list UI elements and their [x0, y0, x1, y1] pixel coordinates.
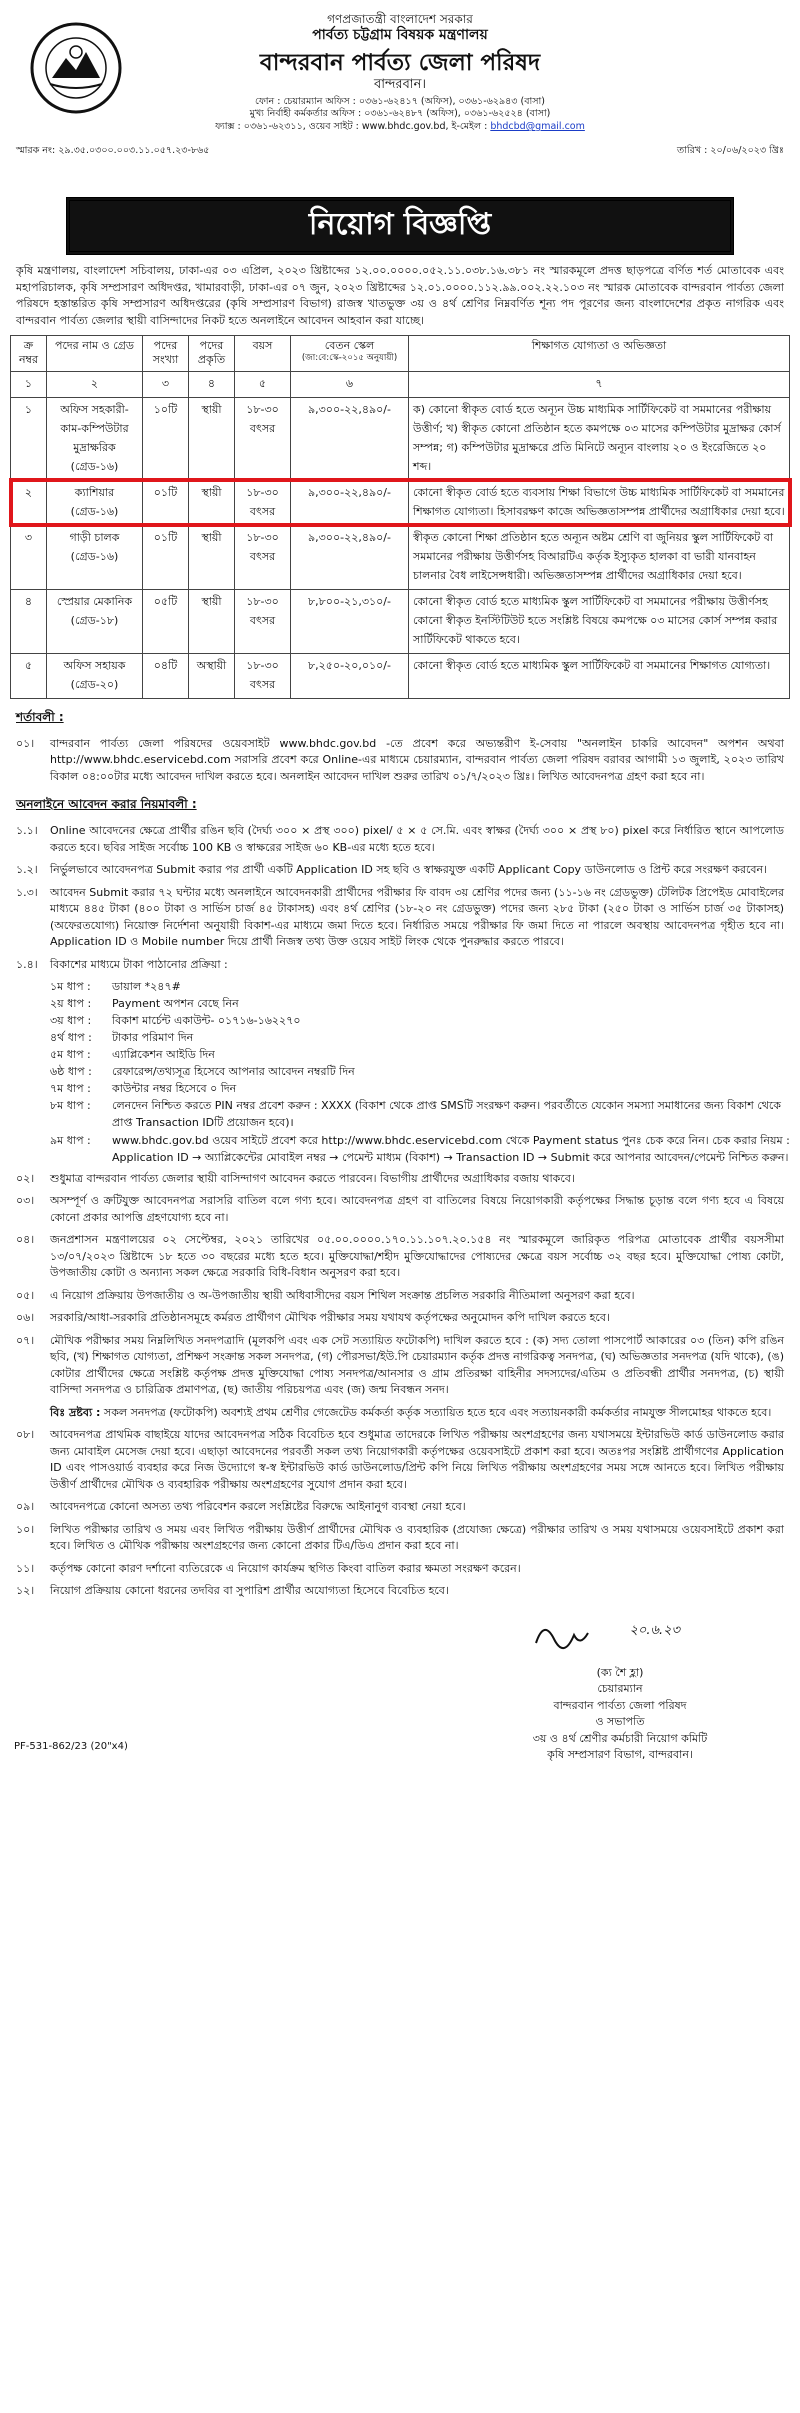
column-number-row: [11, 371, 790, 397]
col-header: ক্র নম্বর: [11, 336, 47, 372]
post-nature: স্থায়ী: [189, 480, 235, 525]
col-number: ৫: [235, 371, 291, 397]
step-label: ৩য় ধাপ :: [50, 1014, 92, 1028]
age-limit: ১৮-৩০ বৎসর: [235, 480, 291, 525]
memo-number: স্মারক নং: ২৯.৩৫.০৩০০.০০৩.১১.০৫৭.২৩-৮৬৫: [16, 144, 210, 156]
scale-note: (জা:বে:স্কে-২০১৫ অনুযায়ী): [301, 353, 398, 364]
condition-text: বান্দরবান পার্বত্য জেলা পরিষদের ওয়েবসাইট www.bhdc.gov.bd -তে প্রবেশ করে অভ্যন্তরীণ ই-সেবায় "অনলাইন চাকরি আবেদন" অপশন অথবা http://www.bhdc.eservicebd.com সরাসরি প্রবেশ করে Online-এর মাধ্যমে চেয়ারম্যান, বান্দরবান পার্বত্য জেলা পরিষদ বরাবর আগামী ১৩ জুলাই, ২০২৩ তারিখ বিকাল ০৪:০০টার মধ্যে আবেদন দাখিল করতে হবে। অনলাইন আবেদন দাখিল শুরুর তারিখ ০১/৭/২০২৩ খ্রিঃ। লিখিত আবেদনপত্র গ্রহণ করা হবে না।: [50, 736, 784, 783]
step-value: www.bhdc.gov.bd ওয়েব সাইটে প্রবেশ করে http://www.bhdc.eservicebd.com থেকে Payment status পুনঃ চেক করে নিন। চেক করার নিয়ম : Application ID → অ্যাপ্লিকেন্টের মোবাইল নম্বর → পেমেন্ট মাধ্যম (বিকাশ) → Transaction ID → Submit করে আপনার আবেদন/পেমেন্ট নিশ্চিত করুন।: [112, 1133, 790, 1164]
col-number: ৭: [409, 371, 790, 397]
signer-title: ও সভাপতি: [595, 1715, 645, 1729]
col-header: বয়স: [235, 336, 291, 372]
memo-row: [10, 144, 790, 159]
signer-title: ৩য় ও ৪র্থ শ্রেণীর কর্মচারী নিয়োগ কমিটি: [532, 1731, 708, 1745]
step-item: [50, 1080, 790, 1097]
post-count: ০১টি: [143, 525, 189, 589]
pay-scale: ৯,৩০০-২২,৪৯০/-: [291, 480, 409, 525]
condition-number: ০৯।: [16, 1500, 35, 1514]
condition-number: ০৬।: [16, 1311, 35, 1325]
pay-scale: ৯,৩০০-২২,৪৯০/-: [291, 525, 409, 589]
rule-text: নির্ভুলভাবে আবেদনপত্র Submit করার পর প্রার্থী একটি Application ID সহ ছবি ও স্বাক্ষরযুক্ত একটি Applicant Copy ডাউনলোড ও প্রিন্ট করে সংরক্ষণ করবেন।: [50, 863, 768, 877]
step-label: ৫ম ধাপ :: [50, 1048, 91, 1062]
condition-text: আবেদনপত্রে কোনো অসত্য তথ্য পরিবেশন করলে সংশ্লিষ্টের বিরুদ্ধে আইনানুগ ব্যবস্থা নেয়া হবে।: [50, 1500, 466, 1514]
intro-paragraph: কৃষি মন্ত্রণালয়, বাংলাদেশ সচিবালয়, ঢাকা-এর ০৩ এপ্রিল, ২০২৩ খ্রিষ্টাব্দের ১২.০০.০০০০.০৫২.১১.০৩৮.১৬.৩৮১ নং স্মারকমূলে প্রদত্ত ছাড়পত্রে বর্ণিত শর্ত মোতাবেক এবং মহাপরিচালক, কৃষি সম্প্রসারণ অধিদপ্তর, খামারবাড়ী, ঢাকা-এর ০৭ জুন, ২০২৩ খ্রিষ্টাব্দের ১২.০১.০০০০.১১২.৯৯.০০২.২২.১০৩ নং স্মারক মোতাবেক বান্দরবান পার্বত্য জেলা পরিষদে হস্তান্তরিত কৃষি সম্প্রসারণ অধিদপ্তরের (কৃষি সম্প্রসারণ বিভাগ) রাজস্ব খাতভুক্ত ৩য় ও ৪র্থ শ্রেণির নিম্নবর্ণিত শূন্য পদ পূরণের জন্য বাংলাদেশের প্রকৃত নাগরিক এবং বান্দরবান পার্বত্য জেলার স্থায়ী বাসিন্দাদের নিকট হতে অনলাইনে আবেদন আহবান করা যাচ্ছে।: [16, 264, 784, 327]
col-number: ৬: [291, 371, 409, 397]
table-row: [11, 397, 790, 480]
condition-text: লিখিত পরীক্ষার তারিখ ও সময় এবং লিখিত পরীক্ষায় উত্তীর্ণ প্রার্থীদের মৌখিক ও ব্যবহারিক (প্রযোজ্য ক্ষেত্রে) পরীক্ষার তারিখ ও সময় যথাসময়ে ওয়েবসাইটে প্রকাশ করা হবে। লিখিত ও মৌখিক পরীক্ষায় অংশগ্রহণের জন্য কোনো প্রকার টিএ/ডিএ প্রদান করা হবে না।: [50, 1522, 784, 1553]
step-value: লেনদেন নিশ্চিত করতে PIN নম্বর প্রবেশ করুন : XXXX (বিকাশ থেকে প্রাপ্ত SMSটি সংরক্ষণ করুন। পরবর্তীতে যেকোন সমস্যা সমাধানের জন্য বিকাশ থেকে প্রাপ্ত Transaction IDটি প্রয়োজন হবে)।: [112, 1099, 781, 1130]
special-note: [10, 1402, 790, 1425]
condition-text: মৌখিক পরীক্ষার সময় নিম্নলিখিত সনদপত্রাদি (মূলকপি এবং এক সেট সত্যায়িত ফটোকপি) দাখিল করতে হবে : (ক) সদ্য তোলা পাসপোর্ট আকারের ০৩ (তিন) কপি রঙিন ছবি, (খ) শিক্ষাগত যোগ্যতা, প্রশিক্ষণ সংক্রান্ত সকল সনদপত্র, (গ) পৌরসভা/ইউ.পি চেয়ারম্যান কর্তৃক প্রদত্ত নাগরিকত্ব সনদপত্র, (ঘ) অভিজ্ঞতার সনদপত্র (যদি থাকে), (ঙ) কোটার প্রার্থীদের ক্ষেত্রে সংশ্লিষ্ট কর্তৃপক্ষ প্রদত্ত মুক্তিযোদ্ধা পোষ্য সনদপত্র/আনসার ও গ্রাম প্রতিরক্ষা বাহিনীর সদস্যদের/এতিম ও প্রতিবন্ধী প্রার্থীর সনদপত্র, (চ) স্থায়ী বাসিন্দা সনদপত্র ও চারিত্রিক প্রমাণপত্র, (ছ) জাতীয় পরিচয়পত্র এবং (জ) জন্ম নিবন্ধন সনদ।: [50, 1333, 784, 1397]
post-nature: স্থায়ী: [189, 397, 235, 480]
signature-block: [10, 1613, 790, 1763]
condition-number: ০২।: [16, 1171, 35, 1185]
col-header: পদের প্রকৃতি: [189, 336, 235, 372]
council-name: বান্দরবান পার্বত্য জেলা পরিষদ: [259, 49, 541, 76]
col-header: পদের নাম ও গ্রেড: [47, 336, 143, 372]
condition-item: [10, 1558, 790, 1581]
condition-item: [10, 1424, 790, 1496]
signature-icon: [530, 1613, 720, 1657]
step-item: [50, 1132, 790, 1166]
step-label: ১ম ধাপ :: [50, 980, 91, 994]
post-count: ০১টি: [143, 480, 189, 525]
post-name: অফিস সহায়ক (গ্রেড-২০): [47, 653, 143, 698]
post-name: ক্যাশিয়ার (গ্রেড-১৬): [47, 480, 143, 525]
condition-number: ১০।: [16, 1522, 35, 1536]
rule-number: ১.৪।: [16, 957, 38, 971]
print-code: PF-531-862/23 (20"x4): [14, 1740, 128, 1752]
post-name: স্প্রেয়ার মেকানিক (গ্রেড-১৮): [47, 589, 143, 653]
condition-number: ০৪।: [16, 1233, 35, 1247]
condition-number: ০৭।: [16, 1333, 35, 1347]
age-limit: ১৮-৩০ বৎসর: [235, 397, 291, 480]
pay-scale: ৮,৮০০-২১,৩১০/-: [291, 589, 409, 653]
qualification: স্বীকৃত কোনো শিক্ষা প্রতিষ্ঠান হতে অন্যূন অষ্টম শ্রেণি বা জুনিয়র স্কুল সার্টিফিকেট বা সমমানের পরীক্ষায় উত্তীর্ণসহ বিআরটিএ কর্তৃক ইস্যুকৃত হালকা বা ভারী যানবাহন চালনার বৈধ লাইসেন্সধারী। অভিজ্ঞতাসম্পন্ন প্রার্থীদের অগ্রাধিকার দেয়া হবে।: [409, 525, 790, 589]
condition-text: জনপ্রশাসন মন্ত্রণালয়ের ০২ সেপ্টেম্বর, ২০২১ তারিখের ০৫.০০.০০০০.১৭০.১১.১০৭.২০.১৫৪ নং স্মারকমূলে জারিকৃত পরিপত্র মোতাবেক প্রার্থীর বয়সসীমা ১৩/০৭/২০২৩ খ্রিষ্টাব্দে ১৮ হতে ৩০ বছরের মধ্যে হতে হবে। মুক্তিযোদ্ধা/শহীদ মুক্তিযোদ্ধাদের পোষ্যদের ক্ষেত্রে বয়স সর্বোচ্চ ৩২ বছর হবে। মুক্তিযোদ্ধা পোষ্য কোটা, উপজাতীয় কোটা ও অন্যান্য সকল ক্ষেত্রে সরকারি বিধি-বিধান অনুসরণ করা হবে।: [50, 1233, 784, 1280]
step-value: কাউন্টার নম্বর হিসেবে ০ দিন: [112, 1082, 237, 1096]
condition-text: কর্তৃপক্ষ কোনো কারণ দর্শানো ব্যতিরেকে এ নিয়োগ কার্যক্রম স্থগিত কিংবা বাতিল করার ক্ষমতা সংরক্ষণ করেন।: [50, 1561, 521, 1575]
signer-title: কৃষি সম্প্রসারণ বিভাগ, বান্দরবান।: [547, 1748, 693, 1762]
condition-item: [10, 1190, 790, 1229]
condition-text: শুধুমাত্র বান্দরবান পার্বত্য জেলার স্থায়ী বাসিন্দাগণ আবেদন করতে পারবেন। বিভাগীয় প্রার্থীদের অগ্রাধিকার বজায় থাকবে।: [50, 1171, 575, 1185]
table-header-row: [11, 336, 790, 372]
council-logo-icon: [30, 22, 122, 114]
step-item: [50, 1012, 790, 1029]
qualification: কোনো স্বীকৃত বোর্ড হতে ব্যবসায় শিক্ষা বিভাগে উচ্চ মাধ্যমিক সার্টিফিকেট বা সমমানের শিক্ষাগত যোগ্যতা। হিসাবরক্ষণ কাজে অভিজ্ঞতাসম্পন্ন প্রার্থীদের অগ্রাধিকার দেয়া হবে।: [409, 480, 790, 525]
table-row: [11, 589, 790, 653]
row-no: ২: [11, 480, 47, 525]
step-label: ৪র্থ ধাপ :: [50, 1031, 92, 1045]
col-header: শিক্ষাগত যোগ্যতা ও অভিজ্ঞতা: [409, 336, 790, 372]
table-row: [11, 653, 790, 698]
step-item: [50, 1097, 790, 1131]
rule-text: বিকাশের মাধ্যমে টাকা পাঠানোর প্রক্রিয়া :: [50, 957, 228, 971]
condition-number: ০৫।: [16, 1288, 35, 1302]
step-value: Payment অপশন বেছে নিন: [112, 997, 239, 1011]
ministry-line: পার্বত্য চট্টগ্রাম বিষয়ক মন্ত্রণালয়: [312, 27, 488, 43]
step-label: ৯ম ধাপ :: [50, 1133, 91, 1147]
pay-scale: ৮,২৫০-২০,০১০/-: [291, 653, 409, 698]
step-item: [50, 995, 790, 1012]
condition-text: আবেদনপত্র প্রাথমিক বাছাইয়ে যাদের আবেদনপত্র সঠিক বিবেচিত হবে শুধুমাত্র তাদেরকে লিখিত পরীক্ষায় অংশগ্রহণের জন্য যথাসময়ে ইন্টারভিউ কার্ড ডাউনলোড করার জন্য মোবাইল মেসেজ দেয়া হবে। এছাড়া আবেদনের পরবর্তী সকল তথ্য নিয়োগকারী কর্তৃপক্ষের ওয়েবসাইটে প্রকাশ করা হবে। অতঃপর সংশ্লিষ্ট প্রার্থীগণের Application ID এবং পাসওয়ার্ড ব্যবহার করে নিজ উদ্যোগে স্ব-স্ব ইন্টারভিউ কার্ড ডাউনলোড/প্রিন্ট কপি নিয়ে লিখিত পরীক্ষায় অংশগ্রহণের সময় সঙ্গে আনতে হবে। লিখিত পরীক্ষায় উত্তীর্ণ প্রার্থীদের মৌখিক ও ব্যবহারিক পরীক্ষায় অংশগ্রহণের সুযোগ প্রদান করা হবে।: [50, 1428, 784, 1491]
step-item: [50, 1046, 790, 1063]
signer-title: বান্দরবান পার্বত্য জেলা পরিষদ: [553, 1698, 687, 1712]
table-row: [11, 525, 790, 589]
condition-text: অসম্পূর্ণ ও ক্রটিযুক্ত আবেদনপত্র সরাসরি বাতিল বলে গণ্য হবে। আবেদনপত্র গ্রহণ বা বাতিলের বিষয়ে নিয়োগকারী কর্তৃপক্ষের সিদ্ধান্ত চূড়ান্ত বলে গণ্য হবে এ বিষয়ে কোনো প্রকার আপত্তি গ্রহণযোগ্য হবে না।: [50, 1194, 784, 1224]
condition-01: [10, 733, 790, 789]
email-link[interactable]: bhdcbd@gmail.com: [490, 121, 585, 133]
condition-text: সরকারি/আধা-সরকারি প্রতিষ্ঠানসমূহে কর্মরত প্রার্থীগণ মৌখিক পরীক্ষার সময় যথাযথ কর্তৃপক্ষের অনুমোদন কপি দাখিল করতে হবে।: [50, 1311, 610, 1325]
condition-item: [10, 1330, 790, 1402]
qualification: কোনো স্বীকৃত বোর্ড হতে মাধ্যমিক স্কুল সার্টিফিকেট বা সমমানের পরীক্ষায় উত্তীর্ণসহ কোনো স্বীকৃত ইনস্টিটিউট হতে সংশ্লিষ্ট বিষয়ে কমপক্ষে ০৩ মাসের কোর্স সম্পন্ন করার সার্টিফিকেট থাকতে হবে।: [409, 589, 790, 653]
condition-item: [10, 1168, 790, 1191]
step-label: ৬ষ্ঠ ধাপ :: [50, 1065, 92, 1079]
conditions-title: শর্তাবলী :: [16, 709, 64, 724]
notice-page: [10, 0, 790, 1763]
rule-item: [10, 882, 790, 954]
age-limit: ১৮-৩০ বৎসর: [235, 589, 291, 653]
qualification: ক) কোনো স্বীকৃত বোর্ড হতে অন্যূন উচ্চ মাধ্যমিক সার্টিফিকেট বা সমমানের পরীক্ষায় উত্তীর্ণ; খ) স্বীকৃত কোনো প্রতিষ্ঠান হতে কমপক্ষে ০৩ মাসের কম্পিউটার মুদ্রাক্ষর কোর্স সম্পন্ন; গ) কম্পিউটার মুদ্রাক্ষরে প্রতি মিনিটে অন্যূন বাংলায় ২০ ও ইংরেজিতে ২০ শব্দ।: [409, 397, 790, 480]
col-header: পদের সংখ্যা: [143, 336, 189, 372]
contact-fax-web: ফ্যাক্স : ০৩৬১-৬২৩১১, ওয়েব সাইট : www.bhdc.gov.bd, ই-মেইল :: [215, 121, 488, 133]
step-item: [50, 1063, 790, 1080]
rule-text: আবেদন Submit করার ৭২ ঘন্টার মধ্যে অনলাইনে আবেদনকারী প্রার্থীদের পরীক্ষার ফি বাবদ ৩য় শ্রেণির পদের জন্য (১১-১৬ নং গ্রেডভুক্ত) টেলিটক প্রিপেইড মোবাইলের মাধ্যমে ৪৪৫ টাকা (৪০০ টাকা ও সার্ভিস চার্জ ৪৫ টাকাসহ) এবং ৪র্থ শ্রেণির (১৮-২০ নং গ্রেডভুক্ত) পদের জন্য ২৮৫ টাকা (২৫০ টাকা ও সার্ভিস চার্জ ৩৫ টাকাসহ) (অফেরতযোগ্য) নিয়োক্ত নির্দেশনা অনুযায়ী বিকাশ-এর মাধ্যমে জমা দিতে হবে। নির্ধারিত সময়ে পরীক্ষার ফি জমা দিতে না পারলে অবস্থায় আবেদনপত্র গৃহীত হবে না। Application ID ও Mobile number দিয়ে প্রার্থী নিজস্ব তথ্য উক্ত ওয়েব সাইট লিংক থেকে পুনরুদ্ধার করতে পারবে।: [50, 885, 784, 949]
step-value: ডায়াল *২৪৭#: [112, 980, 181, 994]
col-number: ২: [47, 371, 143, 397]
signature-date: ২০.৬.২৩: [629, 1622, 680, 1638]
notice-title: নিয়োগ বিজ্ঞপ্তি: [66, 197, 734, 255]
rule-number: ১.২।: [16, 863, 38, 877]
step-item: [50, 1029, 790, 1046]
scale-header: বেতন স্কেল: [324, 339, 375, 352]
col-header: [291, 336, 409, 372]
post-count: ০৪টি: [143, 653, 189, 698]
age-limit: ১৮-৩০ বৎসর: [235, 525, 291, 589]
condition-number: ১২।: [16, 1584, 35, 1598]
col-number: ১: [11, 371, 47, 397]
step-label: ৭ম ধাপ :: [50, 1082, 91, 1096]
condition-text: এ নিয়োগ প্রক্রিয়ায় উপজাতীয় ও অ-উপজাতীয় স্থায়ী অধিবাসীদের বয়স শিথিল সংক্রান্ত প্রচলিত সরকারি নীতিমালা অনুসরণ করা হবে।: [50, 1288, 635, 1302]
step-label: ৮ম ধাপ :: [50, 1099, 91, 1113]
rule-item: [10, 859, 790, 882]
condition-item: [10, 1496, 790, 1519]
post-nature: অস্থায়ী: [189, 653, 235, 698]
row-no: ৪: [11, 589, 47, 653]
online-rules-title: অনলাইনে আবেদন করার নিয়মাবলী :: [16, 797, 197, 812]
condition-item: [10, 1229, 790, 1285]
bkash-steps: [10, 976, 790, 1168]
letterhead: [10, 12, 790, 187]
contact-block: [10, 96, 790, 134]
signer-name: (ক্য শৈ হ্লা): [596, 1665, 644, 1679]
condition-number: ০৩।: [16, 1194, 35, 1208]
govt-line: গণপ্রজাতন্ত্রী বাংলাদেশ সরকার: [327, 12, 473, 26]
step-label: ২য় ধাপ :: [50, 997, 92, 1011]
contact-chairman: ফোন : চেয়ারম্যান অফিস : ০৩৬১-৬২৪১৭ (অফিস), ০৩৬১-৬২৯৪৩ (বাসা): [254, 95, 545, 107]
row-no: ১: [11, 397, 47, 480]
rule-item: [10, 954, 790, 977]
post-nature: স্থায়ী: [189, 589, 235, 653]
step-value: বিকাশ মার্চেন্ট একাউন্ট- ০১৭১৬-১৬২২৭০: [112, 1014, 301, 1028]
condition-number: ১১।: [16, 1561, 35, 1575]
special-note-label: বিঃ দ্রষ্টব্য :: [50, 1405, 101, 1419]
post-name: অফিস সহকারী-কাম-কম্পিউটার মুদ্রাক্ষরিক (গ্রেড-১৬): [47, 397, 143, 480]
condition-item: [10, 1285, 790, 1308]
post-count: ০৫টি: [143, 589, 189, 653]
step-item: [50, 978, 790, 995]
contact-ceo: মুখ্য নির্বাহী কর্মকর্তার অফিস : ০৩৬১-৬২৪৮৭ (অফিস), ০৩৬১-৬২৫২৪ (বাসা): [249, 108, 551, 120]
signer-details: [490, 1665, 750, 1764]
condition-item: [10, 1580, 790, 1603]
post-nature: স্থায়ী: [189, 525, 235, 589]
qualification: কোনো স্বীকৃত বোর্ড হতে মাধ্যমিক স্কুল সার্টিফিকেট বা সমমানের শিক্ষাগত যোগ্যতা।: [409, 653, 790, 698]
step-value: টাকার পরিমাণ দিন: [112, 1031, 194, 1045]
signer-title: চেয়ারম্যান: [597, 1682, 643, 1696]
condition-text: নিয়োগ প্রক্রিয়ায় কোনো ধরনের তদবির বা সুপারিশ প্রার্থীর অযোগ্যতা হিসেবে বিবেচিত হবে।: [50, 1584, 449, 1598]
row-no: ৩: [11, 525, 47, 589]
memo-date: তারিখ : ২০/০৬/২০২৩ খ্রিঃ: [677, 144, 784, 156]
rule-number: ১.১।: [16, 824, 38, 838]
table-row-highlighted: [11, 480, 790, 525]
condition-item: [10, 1307, 790, 1330]
step-value: রেফারেন্স/তথ্যসূত্র হিসেবে আপনার আবেদন নম্বরটি দিন: [112, 1065, 355, 1079]
post-count: ১০টি: [143, 397, 189, 480]
rule-text: Online আবেদনের ক্ষেত্রে প্রার্থীর রঙিন ছবি (দৈর্ঘ্য ৩০০ × প্রস্থ ৩০০) pixel/ ৫ × ৫ সে.মি. এবং স্বাক্ষর (দৈর্ঘ্য ৩০০ × প্রস্থ ৮০) pixel করে নির্ধারিত স্থানে আপলোড করতে হবে। ছবির সাইজ সর্বোচ্চ 100 KB ও স্বাক্ষরের সাইজ ৬০ KB-এর মধ্যে হতে হবে।: [50, 824, 784, 854]
age-limit: ১৮-৩০ বৎসর: [235, 653, 291, 698]
rule-item: [10, 820, 790, 859]
condition-number: ০৮।: [16, 1428, 35, 1442]
post-name: গাড়ী চালক (গ্রেড-১৬): [47, 525, 143, 589]
location-line: বান্দরবান।: [373, 77, 426, 93]
step-value: এ্যাপ্লিকেশন আইডি দিন: [112, 1048, 215, 1062]
col-number: ৪: [189, 371, 235, 397]
condition-number: ০১।: [16, 736, 35, 750]
pay-scale: ৯,৩০০-২২,৪৯০/-: [291, 397, 409, 480]
vacancy-table: [10, 335, 790, 699]
rule-number: ১.৩।: [16, 885, 38, 899]
contact-web: [10, 121, 790, 134]
col-number: ৩: [143, 371, 189, 397]
row-no: ৫: [11, 653, 47, 698]
condition-item: [10, 1519, 790, 1558]
special-note-text: সকল সনদপত্র (ফটোকপি) অবশ্যই প্রথম শ্রেণীর গেজেটেড কর্মকর্তা কর্তৃক সত্যায়িত হতে হবে এবং সত্যায়নকারী কর্মকর্তার নামযুক্ত সীলমোহর থাকতে হবে।: [103, 1405, 772, 1419]
